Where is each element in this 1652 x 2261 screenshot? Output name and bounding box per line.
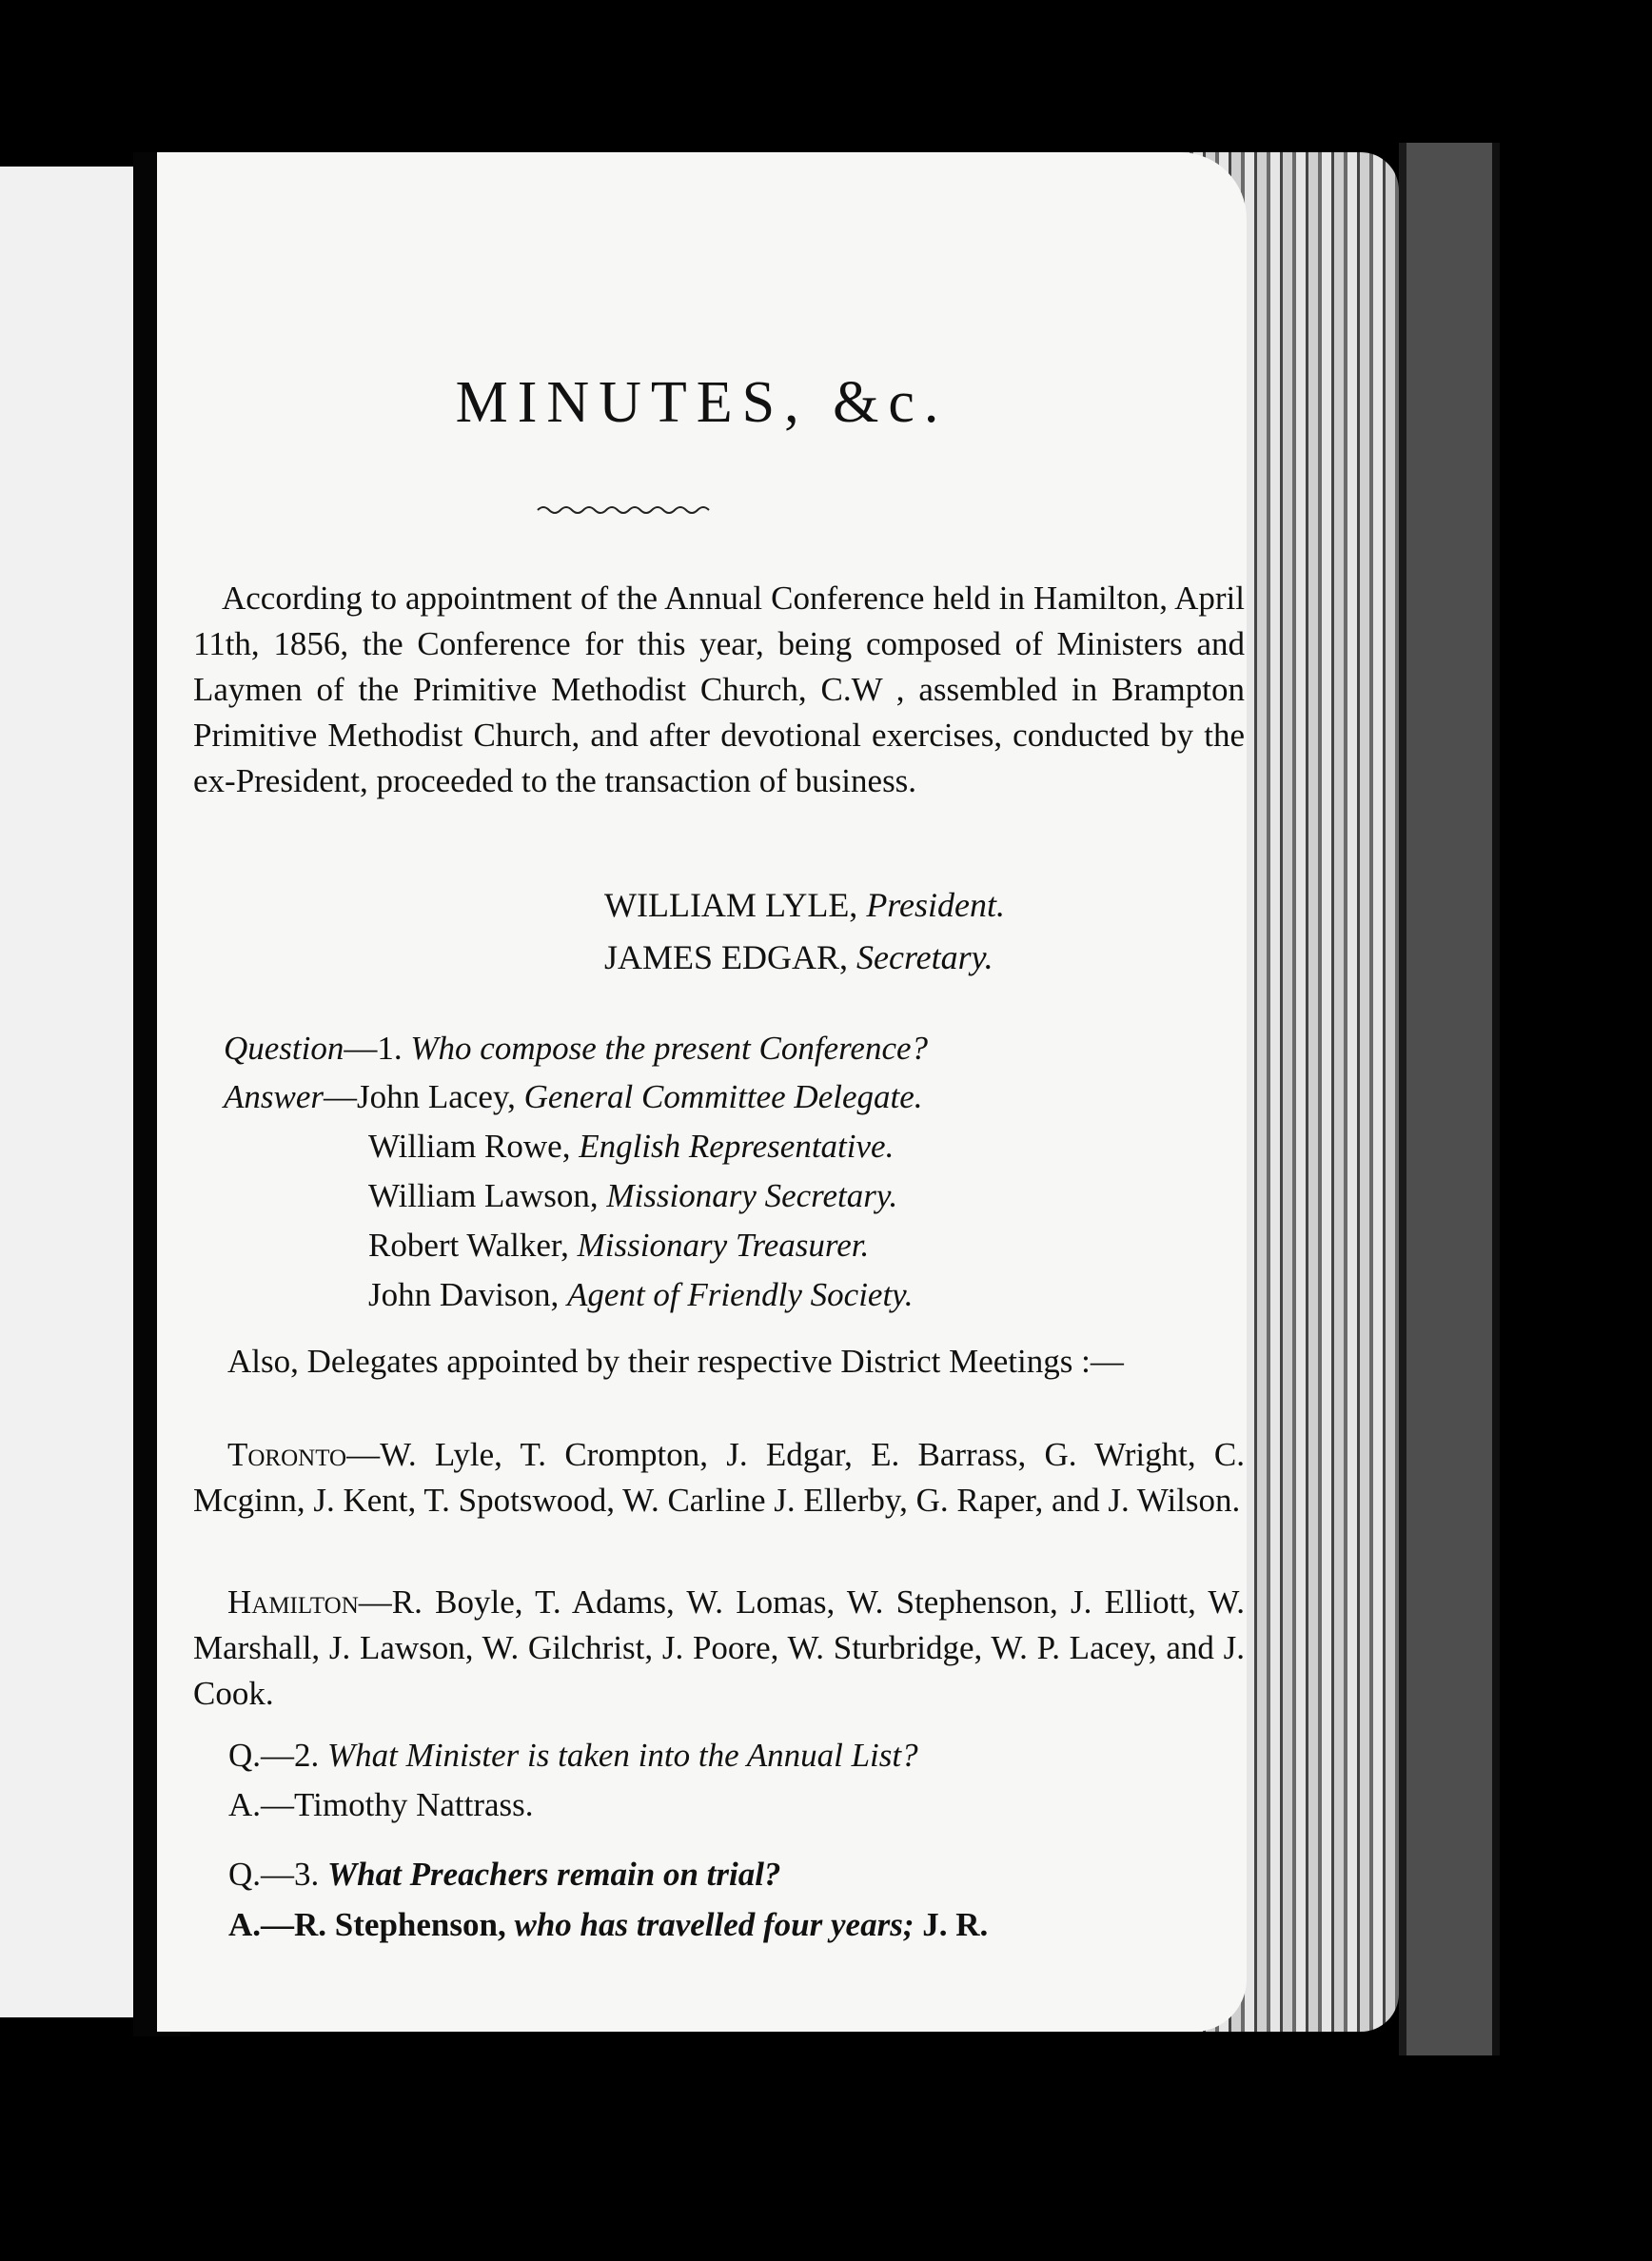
member-row bbox=[368, 1227, 869, 1265]
member-row bbox=[368, 1276, 914, 1314]
answer-name: R. Stephenson, bbox=[294, 1906, 506, 1943]
district-list: —W. Lyle, T. Crompton, J. Edgar, E. Barrass, G. Wright, C. Mcginn, J. Kent, T. Spotswood, W. Carline J. Ellerby, G. Raper, and J. Wilson. bbox=[193, 1436, 1245, 1519]
question-2 bbox=[228, 1737, 918, 1775]
member-role: Agent of Friendly Society. bbox=[567, 1276, 914, 1313]
left-page-edge bbox=[0, 167, 138, 2017]
district-hamilton bbox=[193, 1580, 1245, 1717]
officer-secretary bbox=[604, 937, 993, 977]
officer-name: WILLIAM LYLE, bbox=[604, 886, 858, 924]
member-role: Missionary Treasurer. bbox=[577, 1227, 870, 1264]
district-toronto bbox=[193, 1432, 1245, 1524]
book-page bbox=[157, 152, 1247, 2032]
member-role: General Committee Delegate. bbox=[523, 1078, 923, 1115]
member-name: William Lawson, bbox=[368, 1177, 599, 1214]
intro-paragraph: According to appointment of the Annual Conference held in Hamilton, April 11th, 1856, the Conference for this year, being composed of Ministers and Laymen of the Primitive Methodist Church, C.W , assembled in Brampton Primitive Methodist Church, and after devotional exercises, conducted by the ex-President, proceeded to the transaction of business. bbox=[193, 580, 1245, 799]
answer-text: who has travelled four years; bbox=[514, 1906, 914, 1943]
member-role: English Representative. bbox=[579, 1128, 895, 1165]
district-name: Toronto bbox=[227, 1436, 347, 1473]
question-text: What Minister is taken into the Annual List? bbox=[327, 1737, 918, 1774]
answer-label: A.— bbox=[228, 1786, 295, 1823]
member-name: William Rowe, bbox=[368, 1128, 571, 1165]
district-name: Hamilton bbox=[227, 1583, 359, 1621]
answer-2 bbox=[228, 1786, 534, 1824]
question-1 bbox=[224, 1030, 928, 1068]
answer-text: Timothy Nattrass. bbox=[294, 1786, 534, 1823]
officer-president bbox=[604, 885, 1005, 925]
officer-name: JAMES EDGAR, bbox=[604, 938, 849, 976]
member-row bbox=[368, 1177, 897, 1215]
question-3 bbox=[228, 1856, 780, 1894]
member-row bbox=[368, 1128, 894, 1166]
question-text: Who compose the present Conference? bbox=[410, 1030, 929, 1067]
question-text: What Preachers remain on trial? bbox=[327, 1856, 781, 1893]
answer-3 bbox=[228, 1906, 988, 1944]
answer-tail: J. R. bbox=[922, 1906, 989, 1943]
member-name: Robert Walker, bbox=[368, 1227, 569, 1264]
officer-role: Secretary. bbox=[856, 938, 993, 976]
wavy-divider-ornament bbox=[536, 502, 717, 518]
answer-dash: — bbox=[324, 1078, 357, 1115]
answer-label: A.— bbox=[228, 1906, 295, 1943]
question-label: Q.—2. bbox=[228, 1737, 320, 1774]
member-name: John Davison, bbox=[368, 1276, 560, 1313]
page-title: MINUTES, &c. bbox=[455, 370, 949, 435]
member-name: John Lacey, bbox=[357, 1078, 516, 1115]
question-label: Question bbox=[224, 1030, 344, 1067]
answer-label: Answer bbox=[224, 1078, 324, 1115]
book-cover-edge bbox=[1399, 143, 1500, 2055]
delegates-intro: Also, Delegates appointed by their respective District Meetings :— bbox=[227, 1343, 1124, 1380]
officer-role: President. bbox=[866, 886, 1005, 924]
question-label: Q.—3. bbox=[228, 1856, 320, 1893]
question-number: —1. bbox=[344, 1030, 411, 1067]
district-list: —R. Boyle, T. Adams, W. Lomas, W. Stephenson, J. Elliott, W. Marshall, J. Lawson, W. Gilchrist, J. Poore, W. Sturbridge, W. P. Lacey, and J. Cook. bbox=[193, 1583, 1245, 1712]
answer-1-first bbox=[224, 1078, 923, 1116]
member-role: Missionary Secretary. bbox=[606, 1177, 898, 1214]
